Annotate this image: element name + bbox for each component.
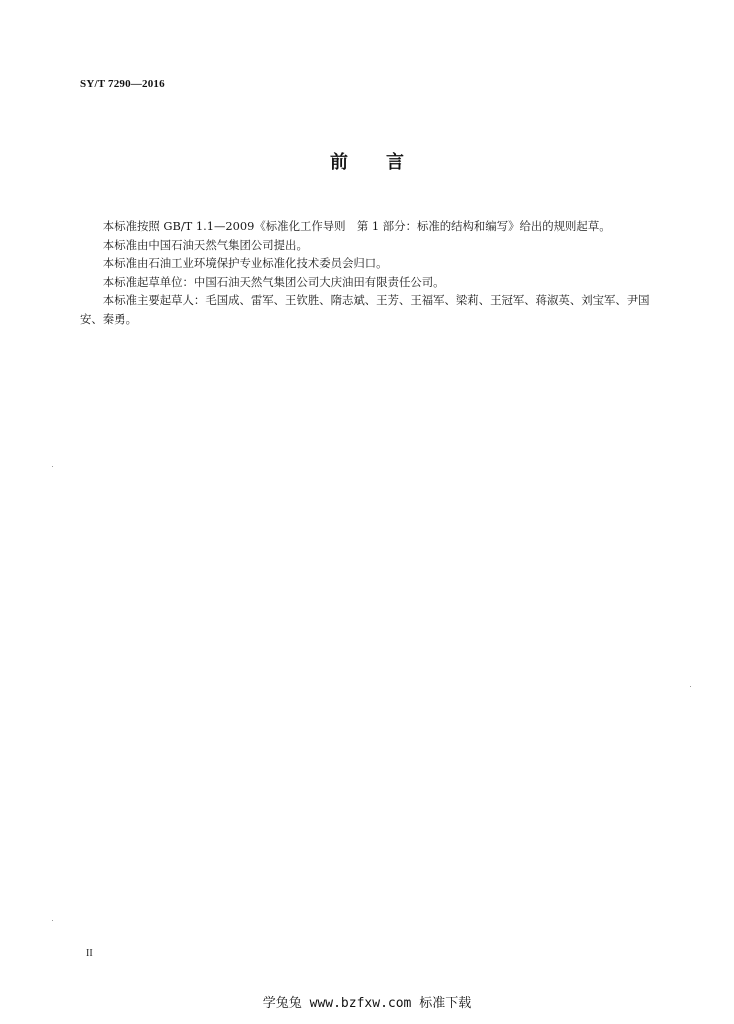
page-title: 前言	[330, 152, 442, 173]
scan-speck	[690, 686, 691, 687]
standard-code: SY/T 7290—2016	[80, 78, 165, 90]
watermark-text: 学兔兔 www.bzfxw.com 标准下载	[262, 996, 472, 1011]
scan-speck	[52, 920, 53, 921]
page-number: II	[86, 948, 93, 959]
paragraph-drafting-unit: 本标准起草单位：中国石油天然气集团公司大庆油田有限责任公司。	[102, 274, 445, 289]
paragraph-drafters: 本标准主要起草人：毛国成、雷军、王钦胜、隋志斌、王芳、王福军、梁莉、王冠军、蒋淑英、刘宝军、尹国安、秦勇。	[80, 293, 650, 326]
foreword-body	[80, 217, 668, 328]
scan-speck	[52, 466, 53, 467]
paragraph-drafting-rules: 本标准按照 GB/T 1.1—2009《标准化工作导则 第 1 部分：标准的结构和编写》给出的规则起草。	[102, 219, 611, 233]
paragraph-proposer: 本标准由中国石油天然气集团公司提出。	[102, 237, 308, 252]
paragraph-committee: 本标准由石油工业环境保护专业标准化技术委员会归口。	[102, 256, 388, 270]
